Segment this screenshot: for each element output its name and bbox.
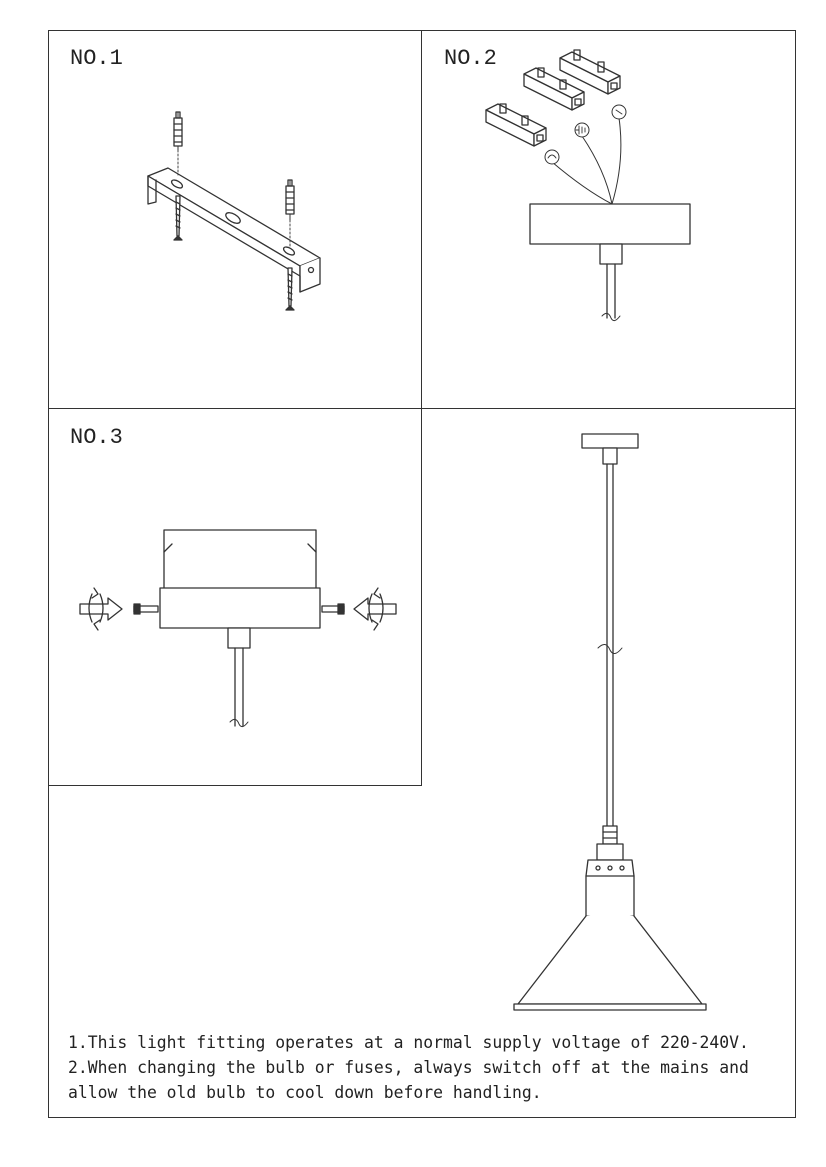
safety-notes [68, 1030, 788, 1105]
panel-1-label: NO.1 [70, 46, 123, 71]
note-line-2: 2.When changing the bulb or fuses, always switch off at the mains and [68, 1058, 749, 1077]
rotate-arrow-icon [80, 588, 122, 630]
note-line-3: allow the old bulb to cool down before handling. [68, 1083, 542, 1102]
screw-icon [134, 604, 158, 614]
terminal-block-icon [486, 50, 620, 146]
panel-3-label: NO.3 [70, 425, 123, 450]
pendant-lamp-drawing [514, 434, 706, 1010]
canopy-drawing [530, 204, 690, 321]
note-line-1: 1.This light fitting operates at a normal supply voltage of 220-240V. [68, 1033, 749, 1052]
panel-2-label: NO.2 [444, 46, 497, 71]
rotate-arrow-icon [354, 588, 396, 630]
wires [545, 105, 626, 204]
screw-icon [322, 604, 344, 614]
canopy-fixing-drawing [160, 530, 320, 727]
